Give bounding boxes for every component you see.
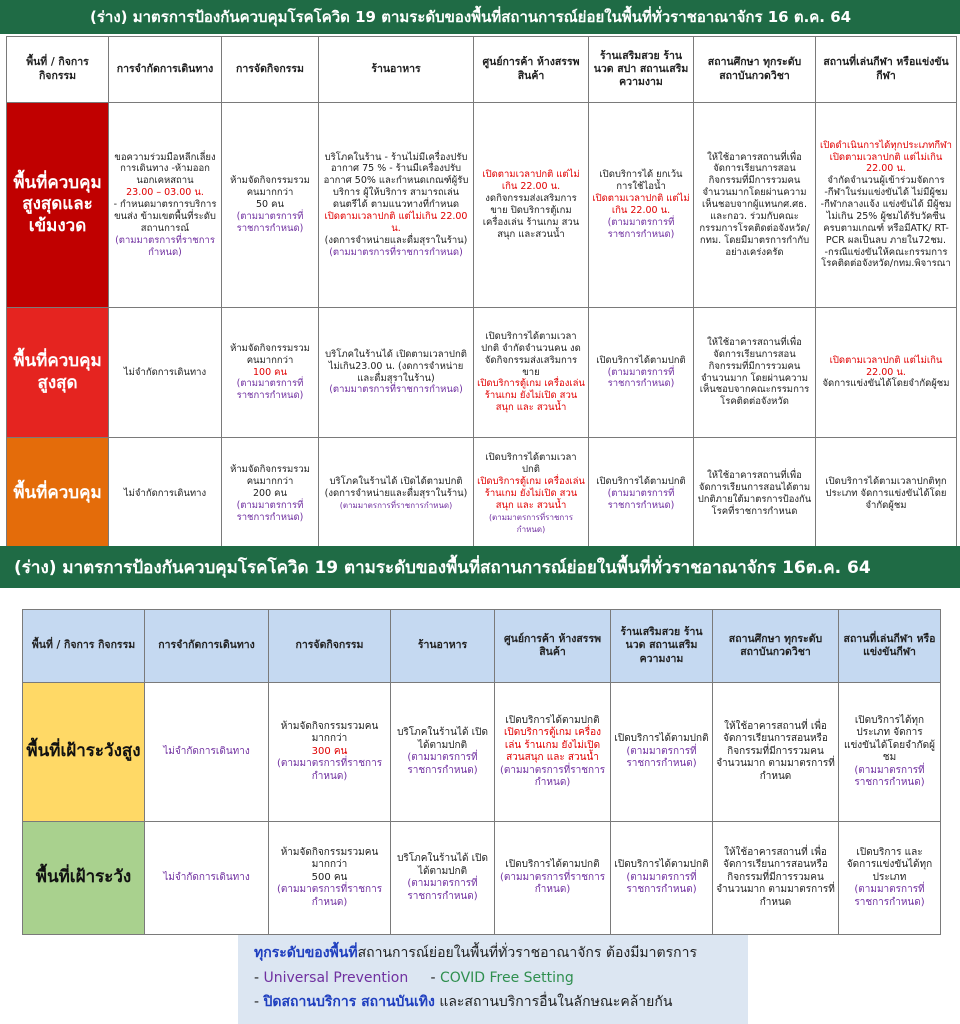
activity-cell: ห้ามจัดกิจกรรมรวมคนมากกว่า 50 คน (ตามมาตรการที่ราชการกำหนด): [222, 103, 319, 308]
header-activity: การจัดกิจกรรม: [222, 37, 319, 103]
zone-label: พื้นที่เฝ้าระวัง: [23, 822, 145, 935]
table-row: [23, 822, 941, 935]
header-school: สถานศึกษา ทุกระดับ สถาบันกวดวิชา: [713, 610, 839, 683]
table-header-row: [7, 37, 957, 103]
header-travel: การจำกัดการเดินทาง: [145, 610, 269, 683]
restaurant-cell: บริโภคในร้านได้ เปิดได้ตามปกติ (ตามมาตรการที่ราชการกำหนด): [391, 822, 495, 935]
school-cell: ให้ใช้อาคารสถานที่เพื่อจัดการเรียนการสอน กิจกรรมที่มีการรวมคนจำนวนมาก โดยผ่านความเห็นชอบจากคณะกรรมการโรคติดต่อจังหวัด: [694, 308, 816, 438]
mall-cell: เปิดบริการได้ตามปกติ เปิดบริการตู้เกม เครื่องเล่น ร้านเกม ยังไม่เปิด สวนสนุก และ สวนน้ำ (ตามมาตรการที่ราชการกำหนด): [495, 683, 611, 822]
universal-measures-note: [238, 935, 748, 1024]
table-header-row: [23, 610, 941, 683]
zone-label: พื้นที่ควบคุมสูงสุดและเข้มงวด: [7, 103, 109, 308]
page2-title: (ร่าง) มาตรการป้องกันควบคุมโรคโควิด 19 ตามระดับของพื้นที่สถานการณ์ย่อยในพื้นที่ทั่วราชอาณาจักร 16ต.ค. 64: [14, 557, 871, 578]
travel-cell: ขอความร่วมมือหลีกเลี่ยงการเดินทาง -ห้ามออกนอกเคหสถาน 23.00 – 03.00 น. - กำหนดมาตรการบริการขนส่ง ข้ามเขตพื้นที่ระดับสถานการณ์ (ตามมาตรการที่ราชการกำหนด): [109, 103, 222, 308]
activity-cell: ห้ามจัดกิจกรรมรวมคนมากกว่า 100 คน (ตามมาตรการที่ราชการกำหนด): [222, 308, 319, 438]
page1-title-banner: [0, 0, 960, 34]
page2-measures-table: [22, 609, 941, 935]
mall-cell: เปิดบริการได้ตามเวลาปกติ จำกัดจำนวนคน งดจัดกิจกรรมส่งเสริมการขาย เปิดบริการตู้เกม เครื่องเล่น ร้านเกม ยังไม่เปิด สวนสนุก และ สวนน้ำ: [474, 308, 589, 438]
header-activity: การจัดกิจกรรม: [269, 610, 391, 683]
header-sport: สถานที่เล่นกีฬา หรือแข่งขันกีฬา: [839, 610, 941, 683]
restaurant-cell: บริโภคในร้านได้ เปิดได้ตามปกติ (ตามมาตรการที่ราชการกำหนด): [391, 683, 495, 822]
header-school: สถานศึกษา ทุกระดับ สถาบันกวดวิชา: [694, 37, 816, 103]
salon-cell: เปิดบริการได้ตามปกติ (ตามมาตรการที่ราชการกำหนด): [589, 308, 694, 438]
school-cell: ให้ใช้อาคารสถานที่ เพื่อจัดการเรียนการสอนหรือกิจกรรมที่มีการรวมคนจำนวนมาก ตามมาตรการที่กำหนด: [713, 822, 839, 935]
zone-label: พื้นที่เฝ้าระวังสูง: [23, 683, 145, 822]
school-cell: ให้ใช้อาคารสถานที่ เพื่อจัดการเรียนการสอนหรือกิจกรรมที่มีการรวมคนจำนวนมาก ตามมาตรการที่กำหนด: [713, 683, 839, 822]
table-row: [7, 103, 957, 308]
header-mall: ศูนย์การค้า ห้างสรรพสินค้า: [495, 610, 611, 683]
note-line-2: - Universal Prevention - COVID Free Setting: [254, 969, 574, 986]
sport-cell: เปิดตามเวลาปกติ แต่ไม่เกิน 22.00 น. จัดการแข่งขันได้โดยจำกัดผู้ชม: [816, 308, 957, 438]
header-restaurant: ร้านอาหาร: [391, 610, 495, 683]
page1-measures-table: [6, 36, 957, 551]
table-row: [7, 308, 957, 438]
header-salon: ร้านเสริมสวย ร้านนวด สปา สถานเสริมความงาม: [589, 37, 694, 103]
header-salon: ร้านเสริมสวย ร้านนวด สถานเสริมความงาม: [611, 610, 713, 683]
header-area: พื้นที่ / กิจการ กิจกรรม: [23, 610, 145, 683]
travel-cell: ไม่จำกัดการเดินทาง: [109, 438, 222, 551]
header-area: พื้นที่ / กิจการ กิจกรรม: [7, 37, 109, 103]
table-row: [23, 683, 941, 822]
travel-cell: ไม่จำกัดการเดินทาง: [145, 822, 269, 935]
salon-cell: เปิดบริการได้ตามปกติ (ตามมาตรการที่ราชการกำหนด): [589, 438, 694, 551]
zone-label: พื้นที่ควบคุมสูงสุด: [7, 308, 109, 438]
restaurant-cell: บริโภคในร้านได้ เปิดได้ตามปกติ (งดการจำหน่ายและดื่มสุราในร้าน) (ตามมาตรการที่ราชการกำหนด): [319, 438, 474, 551]
sport-cell: เปิดดำเนินการได้ทุกประเภทกีฬา เปิดตามเวลาปกติ แต่ไม่เกิน 22.00 น. จำกัดจำนวนผู้เข้าร่วมจัดการ -กีฬาในร่มแข่งขันได้ ไม่มีผู้ชม -กีฬากลางแจ้ง แข่งขันได้ มีผู้ชมไม่เกิน 25% ผู้ชมได้รับวัคซีนครบตามเกณฑ์ หรือมีATK/ RT-PCR ผลเป็นลบ ภายใน72ชม. -กรณีแข่งขันให้คณะกรรมการโรคติดต่อจังหวัด/กทม.พิจารณา: [816, 103, 957, 308]
zone-label: พื้นที่ควบคุม: [7, 438, 109, 551]
school-cell: ให้ใช้อาคารสถานที่เพื่อจัดการเรียนการสอน กิจกรรมที่มีการรวมคนจำนวนมากโดยผ่านความเห็นชอบจากผู้แทนกศ.ศธ. และกอว. ร่วมกับคณะกรรมการโรคติดต่อจังหวัด/กทม. โดยมีมาตรการกำกับอย่างเคร่งครัด: [694, 103, 816, 308]
mall-cell: เปิดบริการได้ตามปกติ (ตามมาตรการที่ราชการกำหนด): [495, 822, 611, 935]
school-cell: ให้ใช้อาคารสถานที่เพื่อจัดการเรียนการสอนได้ตามปกติภายใต้มาตรการป้องกันโรคที่ราชการกำหนด: [694, 438, 816, 551]
salon-cell: เปิดบริการได้ตามปกติ (ตามมาตรการที่ราชการกำหนด): [611, 683, 713, 822]
travel-cell: ไม่จำกัดการเดินทาง: [109, 308, 222, 438]
salon-cell: เปิดบริการได้ตามปกติ (ตามมาตรการที่ราชการกำหนด): [611, 822, 713, 935]
header-restaurant: ร้านอาหาร: [319, 37, 474, 103]
sport-cell: เปิดบริการได้ทุกประเภท จัดการแข่งขันได้โดยจำกัดผู้ชม (ตามมาตรการที่ราชการกำหนด): [839, 683, 941, 822]
activity-cell: ห้ามจัดกิจกรรมรวมคนมากกว่า 500 คน (ตามมาตรการที่ราชการกำหนด): [269, 822, 391, 935]
page2-title-banner: [0, 546, 960, 588]
sport-cell: เปิดบริการได้ตามเวลาปกติทุกประเภท จัดการแข่งขันได้โดยจำกัดผู้ชม: [816, 438, 957, 551]
restaurant-cell: บริโภคในร้านได้ เปิดตามเวลาปกติ ไม่เกิน23.00 น. (งดการจำหน่ายและดื่มสุราในร้าน) (ตามมาตรการที่ราชการกำหนด): [319, 308, 474, 438]
salon-cell: เปิดบริการได้ ยกเว้นการใช้ไอน้ำ เปิดตามเวลาปกติ แต่ไม่เกิน 22.00 น. (ตามมาตรการที่ราชการกำหนด): [589, 103, 694, 308]
page1-title: (ร่าง) มาตรการป้องกันควบคุมโรคโควิด 19 ตามระดับของพื้นที่สถานการณ์ย่อยในพื้นที่ทั่วราชอาณาจักร 16 ต.ค. 64: [90, 8, 852, 26]
restaurant-cell: บริโภคในร้าน - ร้านไม่มีเครื่องปรับอากาศ 75 % - ร้านมีเครื่องปรับอากาศ 50% และกำหนดเกณฑ์ผู้รับบริการ ผู้ให้บริการ สามารถเล่นดนตรีได้ ตามแนวทางที่กำหนด เปิดตามเวลาปกติ แต่ไม่เกิน 22.00 น. (งดการจำหน่ายและดื่มสุราในร้าน) (ตามมาตรการที่ราชการกำหนด): [319, 103, 474, 308]
header-sport: สถานที่เล่นกีฬา หรือแข่งขันกีฬา: [816, 37, 957, 103]
note-line-3: - ปิดสถานบริการ สถานบันเทิง และสถานบริการอื่นในลักษณะคล้ายกัน: [254, 994, 673, 1010]
activity-cell: ห้ามจัดกิจกรรมรวมคนมากกว่า 200 คน (ตามมาตรการที่ราชการกำหนด): [222, 438, 319, 551]
header-travel: การจำกัดการเดินทาง: [109, 37, 222, 103]
header-mall: ศูนย์การค้า ห้างสรรพสินค้า: [474, 37, 589, 103]
note-line-1: ทุกระดับของพื้นที่สถานการณ์ย่อยในพื้นที่ทั่วราชอาณาจักร ต้องมีมาตรการ: [254, 945, 697, 961]
travel-cell: ไม่จำกัดการเดินทาง: [145, 683, 269, 822]
activity-cell: ห้ามจัดกิจกรรมรวมคนมากกว่า 300 คน (ตามมาตรการที่ราชการกำหนด): [269, 683, 391, 822]
mall-cell: เปิดตามเวลาปกติ แต่ไม่เกิน 22.00 น. งดกิจกรรมส่งเสริมการขาย ปิดบริการตู้เกม เครื่องเล่น ร้านเกม สวนสนุก และสวนน้ำ: [474, 103, 589, 308]
table-row: [7, 438, 957, 551]
sport-cell: เปิดบริการ และจัดการแข่งขันได้ทุกประเภท (ตามมาตรการที่ราชการกำหนด): [839, 822, 941, 935]
mall-cell: เปิดบริการได้ตามเวลาปกติ เปิดบริการตู้เกม เครื่องเล่น ร้านเกม ยังไม่เปิด สวนสนุก และ สวนน้ำ (ตามมาตรการที่ราชการกำหนด): [474, 438, 589, 551]
